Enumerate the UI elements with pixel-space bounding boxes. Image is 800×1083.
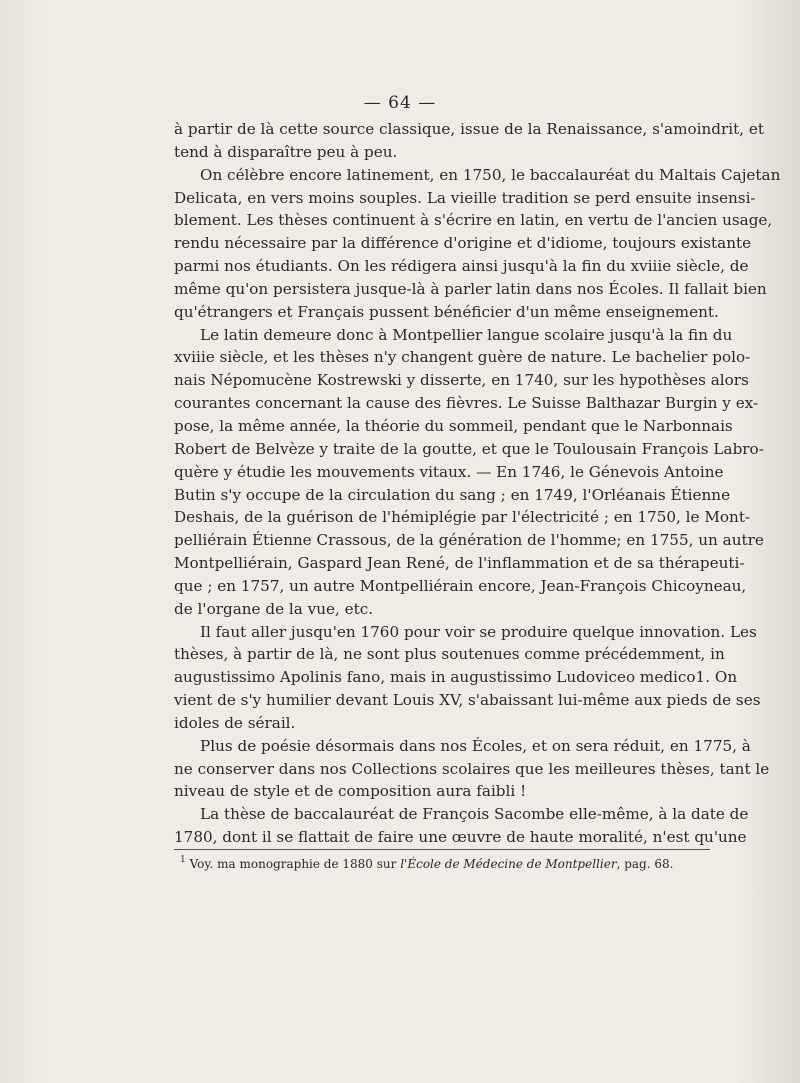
footnote-title: l'École de Médecine de Montpellier [400, 857, 617, 871]
footnote-text-before: Voy. ma monographie de 1880 sur [189, 857, 401, 871]
footnote-divider [174, 849, 710, 850]
text-line: blement. Les thèses continuent à s'écrire en latin, en vertu de l'ancien usage, [174, 211, 773, 230]
text-line: Deshais, de la guérison de l'hémiplégie par l'électricité ; en 1750, le Mont- [174, 508, 751, 527]
body-text [174, 118, 781, 849]
text-line: tend à disparaître peu à peu. [174, 142, 398, 161]
text-line: On célèbre encore latinement, en 1750, le baccalauréat du Maltais Cajetan [200, 165, 781, 184]
text-line: Plus de poésie désormais dans nos Écoles, et on sera réduit, en 1775, à [200, 736, 751, 755]
text-line: Robert de Belvèze y traite de la goutte, et que le Toulousain François Labro- [174, 439, 764, 458]
text-line: ne conserver dans nos Collections scolaires que les meilleures thèses, tant le [174, 759, 770, 778]
text-line: augustissimo Apolinis fano, mais in augustissimo Ludoviceo medico1. On [174, 668, 738, 687]
footnote [180, 856, 700, 872]
text-line: Butin s'y occupe de la circulation du sang ; en 1749, l'Orléanais Étienne [174, 485, 731, 504]
text-line: parmi nos étudiants. On les rédigera ainsi jusqu'à la fin du xviiie siècle, de [174, 257, 749, 276]
text-line: Delicata, en vers moins souples. La vieille tradition se perd ensuite insensi- [174, 188, 756, 207]
text-line: idoles de sérail. [174, 713, 296, 732]
text-line: Montpelliérain, Gaspard Jean René, de l'inflammation et de sa thérapeuti- [174, 554, 745, 573]
text-line: de l'organe de la vue, etc. [174, 599, 374, 618]
text-line: pelliérain Étienne Crassous, de la génération de l'homme; en 1755, un autre [174, 531, 764, 550]
text-line: rendu nécessaire par la différence d'origine et d'idiome, toujours existante [174, 234, 752, 253]
text-line: Le latin demeure donc à Montpellier langue scolaire jusqu'à la fin du [200, 325, 733, 344]
text-line: nais Népomucène Kostrewski y disserte, en 1740, sur les hypothèses alors [174, 371, 749, 390]
text-line: à partir de là cette source classique, issue de la Renaissance, s'amoindrit, et [174, 120, 764, 138]
text-line: niveau de style et de composition aura faibli ! [174, 782, 527, 801]
text-line: même qu'on persistera jusque-là à parler latin dans nos Écoles. Il fallait bien [174, 279, 767, 298]
text-line: pose, la même année, la théorie du sommeil, pendant que le Narbonnais [174, 416, 733, 435]
text-line: Il faut aller jusqu'en 1760 pour voir se produire quelque innovation. Les [200, 622, 757, 641]
text-line: vient de s'y humilier devant Louis XV, s'abaissant lui-même aux pieds de ses [174, 691, 761, 710]
text-line: 1780, dont il se flattait de faire une œuvre de haute moralité, n'est qu'une [174, 828, 747, 847]
text-line: que ; en 1757, un autre Montpelliérain encore, Jean-François Chicoyneau, [174, 576, 747, 595]
text-line: La thèse de baccalauréat de François Sacombe elle-même, à la date de [200, 805, 749, 824]
text-line: xviiie siècle, et les thèses n'y changent guère de nature. Le bachelier polo- [174, 348, 751, 367]
text-line: courantes concernant la cause des fièvres. Le Suisse Balthazar Burgin y ex- [174, 394, 759, 413]
page-number: — 64 — [363, 93, 437, 113]
text-line: qu'étrangers et Français pussent bénéficier d'un même enseignement. [174, 302, 719, 321]
footnote-text-after: , pag. 68. [616, 857, 674, 871]
footnote-marker: 1 [180, 855, 186, 865]
text-line: thèses, à partir de là, ne sont plus soutenues comme précédemment, in [174, 645, 725, 664]
text-line: quère y étudie les mouvements vitaux. — En 1746, le Génevois Antoine [174, 462, 724, 481]
